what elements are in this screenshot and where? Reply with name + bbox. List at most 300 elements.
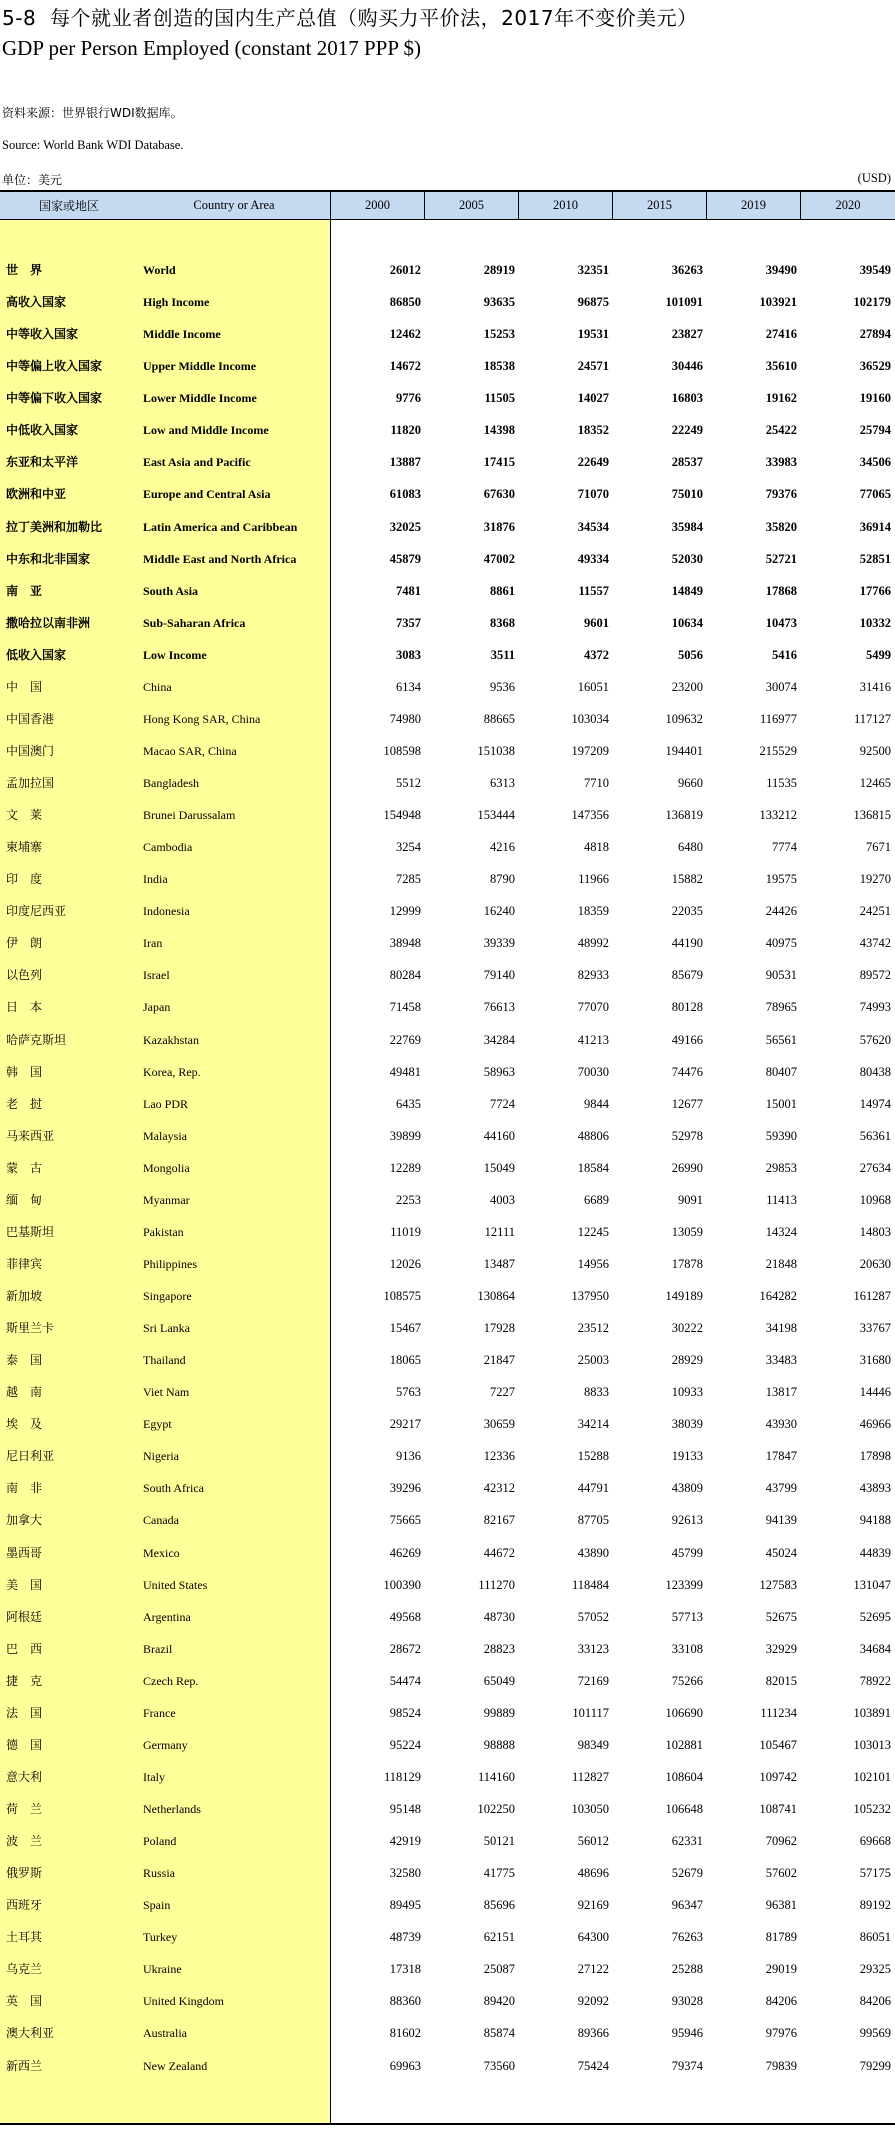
table-row <box>0 767 895 799</box>
value-cell: 5512 <box>396 776 421 790</box>
country-name-en: Sri Lanka <box>143 1321 190 1336</box>
value-cell: 8861 <box>490 583 515 598</box>
table-row <box>0 446 895 478</box>
table-row <box>0 1889 895 1921</box>
table-row <box>0 1216 895 1248</box>
value-cell: 79839 <box>765 2058 797 2073</box>
country-name-cn: 意大利 <box>6 1769 43 1784</box>
value-cell: 17766 <box>859 583 891 598</box>
value-cell: 44839 <box>859 1545 891 1560</box>
country-name-cn: 拉丁美洲和加勒比 <box>6 519 103 534</box>
country-name-cn: 文 莱 <box>6 808 43 823</box>
value-cell: 25003 <box>577 1353 609 1368</box>
country-name-cn: 欧洲和中亚 <box>6 487 67 502</box>
country-name-cn: 尼日利亚 <box>6 1449 55 1464</box>
value-cell: 12336 <box>483 1449 515 1464</box>
value-cell: 6689 <box>584 1192 609 1207</box>
country-name-en: Japan <box>143 1000 171 1015</box>
value-cell: 62151 <box>483 1930 515 1945</box>
header-country-en: Country or Area <box>138 192 331 219</box>
value-cell: 38039 <box>671 1417 703 1432</box>
value-cell: 14672 <box>389 359 421 374</box>
value-cell: 58963 <box>483 1064 515 1079</box>
value-cell: 69963 <box>389 2058 421 2073</box>
value-cell: 34684 <box>859 1641 891 1656</box>
country-name-cn: 缅 甸 <box>6 1192 43 1207</box>
country-name-cn: 中国香港 <box>6 711 55 726</box>
table-row <box>0 1408 895 1440</box>
country-name-en: Pakistan <box>143 1224 184 1239</box>
value-cell: 108575 <box>383 1289 421 1303</box>
country-name-en: Egypt <box>143 1417 172 1432</box>
value-cell: 154948 <box>383 808 421 823</box>
table-row <box>0 1312 895 1344</box>
table-row <box>0 1953 895 1985</box>
value-cell: 9601 <box>584 615 609 630</box>
header-year: 2010 <box>519 192 613 219</box>
country-name-cn: 中国澳门 <box>6 743 55 758</box>
value-cell: 52675 <box>765 1609 797 1624</box>
value-cell: 106690 <box>665 1705 703 1720</box>
value-cell: 13817 <box>765 1385 797 1400</box>
country-name-en: Italy <box>143 1769 165 1784</box>
table-row <box>0 1024 895 1056</box>
value-cell: 194401 <box>665 743 703 758</box>
value-cell: 18352 <box>577 423 609 438</box>
country-name-en: Indonesia <box>143 904 190 919</box>
table-row <box>0 1344 895 1376</box>
value-cell: 82933 <box>577 968 609 983</box>
value-cell: 57602 <box>765 1866 797 1881</box>
value-cell: 44160 <box>483 1128 515 1143</box>
value-cell: 75424 <box>577 2058 609 2073</box>
value-cell: 27634 <box>859 1160 891 1175</box>
value-cell: 103034 <box>571 711 609 726</box>
country-name-en: United States <box>143 1577 208 1592</box>
value-cell: 7671 <box>866 840 891 855</box>
country-name-cn: 埃 及 <box>6 1417 43 1432</box>
value-cell: 18359 <box>577 904 609 919</box>
value-cell: 70030 <box>577 1064 609 1079</box>
value-cell: 5763 <box>396 1385 421 1400</box>
value-cell: 17878 <box>671 1256 703 1271</box>
value-cell: 137950 <box>571 1289 609 1303</box>
value-cell: 16803 <box>671 391 703 406</box>
value-cell: 13887 <box>389 455 421 470</box>
value-cell: 46966 <box>859 1417 891 1432</box>
value-cell: 118484 <box>571 1577 609 1592</box>
value-cell: 17318 <box>389 1962 421 1977</box>
value-cell: 136815 <box>853 808 891 823</box>
table-row <box>0 703 895 735</box>
value-cell: 102101 <box>853 1769 891 1784</box>
country-name-en: Macao SAR, China <box>143 743 237 758</box>
value-cell: 16051 <box>577 679 609 694</box>
table-row <box>0 863 895 895</box>
country-name-cn: 巴 西 <box>6 1641 43 1656</box>
header-year: 2020 <box>835 198 861 212</box>
table-row <box>0 1152 895 1184</box>
value-cell: 34534 <box>577 519 609 534</box>
value-cell: 6313 <box>490 776 515 790</box>
country-name-en: Poland <box>143 1834 177 1849</box>
country-name-cn: 世 界 <box>6 263 43 277</box>
value-cell: 31680 <box>859 1353 891 1368</box>
value-cell: 14803 <box>859 1224 891 1239</box>
value-cell: 30659 <box>483 1417 515 1432</box>
value-cell: 105467 <box>759 1737 797 1752</box>
value-cell: 43893 <box>859 1481 891 1496</box>
country-name-en: Canada <box>143 1513 179 1528</box>
country-name-en: Netherlands <box>143 1802 201 1816</box>
value-cell: 72169 <box>577 1673 609 1688</box>
unit-label-en: (USD) <box>857 171 891 185</box>
value-cell: 4372 <box>584 647 609 662</box>
value-cell: 79374 <box>671 2058 703 2073</box>
value-cell: 78965 <box>765 1000 797 1015</box>
value-cell: 12462 <box>389 327 421 342</box>
header-year: 2019 <box>707 192 801 219</box>
value-cell: 92169 <box>577 1898 609 1913</box>
value-cell: 29853 <box>765 1160 797 1175</box>
value-cell: 109632 <box>665 711 703 726</box>
country-name-cn: 日 本 <box>6 1000 43 1015</box>
value-cell: 44190 <box>671 936 703 951</box>
country-name-en: Low Income <box>143 647 207 662</box>
value-cell: 15882 <box>671 872 703 887</box>
value-cell: 133212 <box>759 808 797 823</box>
country-name-cn: 加拿大 <box>6 1513 43 1528</box>
value-cell: 15001 <box>765 1096 797 1111</box>
country-name-en: Ukraine <box>143 1962 182 1977</box>
value-cell: 80407 <box>765 1064 797 1079</box>
value-cell: 31416 <box>859 679 891 694</box>
table-row <box>0 382 895 414</box>
country-name-en: Kazakhstan <box>143 1032 199 1047</box>
value-cell: 3511 <box>490 647 515 662</box>
value-cell: 41213 <box>577 1032 609 1047</box>
value-cell: 10634 <box>671 615 703 630</box>
country-name-en: Lower Middle Income <box>143 391 257 406</box>
country-name-cn: 伊 朗 <box>6 936 43 951</box>
value-cell: 73560 <box>483 2058 515 2073</box>
unit-label-cn: 单位：美元 <box>2 173 63 187</box>
value-cell: 6480 <box>678 840 703 855</box>
value-cell: 36529 <box>859 359 891 374</box>
value-cell: 14398 <box>483 423 515 438</box>
value-cell: 13487 <box>483 1256 515 1271</box>
value-cell: 89366 <box>577 2026 609 2041</box>
value-cell: 85679 <box>671 968 703 983</box>
table-row <box>0 959 895 991</box>
value-cell: 3254 <box>396 840 421 855</box>
table-row <box>0 895 895 927</box>
value-cell: 12999 <box>389 904 421 919</box>
country-name-en: Myanmar <box>143 1192 190 1207</box>
value-cell: 33108 <box>671 1641 703 1656</box>
value-cell: 49481 <box>389 1064 421 1079</box>
value-cell: 27416 <box>765 327 797 342</box>
country-name-cn: 墨西哥 <box>6 1545 43 1560</box>
value-cell: 24571 <box>577 359 609 374</box>
value-cell: 15467 <box>389 1321 421 1336</box>
country-name-cn: 撒哈拉以南非洲 <box>6 615 91 630</box>
value-cell: 25288 <box>671 1962 703 1977</box>
value-cell: 28672 <box>389 1641 421 1656</box>
country-name-en: Thailand <box>143 1353 186 1368</box>
value-cell: 71070 <box>577 487 609 502</box>
value-cell: 97976 <box>765 2026 797 2041</box>
value-cell: 71458 <box>389 1000 421 1015</box>
value-cell: 88665 <box>483 711 515 726</box>
table-row <box>0 1504 895 1536</box>
value-cell: 10473 <box>765 615 797 630</box>
country-name-cn: 越 南 <box>6 1385 43 1400</box>
value-cell: 116977 <box>759 711 797 726</box>
value-cell: 88360 <box>389 1994 421 2009</box>
country-name-en: World <box>143 263 176 277</box>
value-cell: 84206 <box>765 1994 797 2009</box>
country-name-en: Brunei Darussalam <box>143 808 236 823</box>
value-cell: 89572 <box>859 968 891 983</box>
value-cell: 36914 <box>859 519 891 534</box>
value-cell: 45799 <box>671 1545 703 1560</box>
value-cell: 39549 <box>859 263 891 277</box>
value-cell: 43930 <box>765 1417 797 1432</box>
value-cell: 10968 <box>859 1192 891 1207</box>
value-cell: 39296 <box>389 1481 421 1496</box>
value-cell: 78922 <box>859 1673 891 1688</box>
value-cell: 32929 <box>765 1641 797 1656</box>
value-cell: 34214 <box>577 1417 609 1432</box>
value-cell: 7357 <box>396 615 421 630</box>
value-cell: 92092 <box>577 1994 609 2009</box>
country-name-cn: 中低收入国家 <box>6 423 79 438</box>
value-cell: 103921 <box>759 295 797 310</box>
table-row <box>0 1184 895 1216</box>
value-cell: 56361 <box>859 1128 891 1143</box>
value-cell: 84206 <box>859 1994 891 2009</box>
value-cell: 19162 <box>765 391 797 406</box>
value-cell: 77065 <box>859 487 891 502</box>
value-cell: 161287 <box>853 1289 891 1303</box>
value-cell: 42919 <box>389 1834 421 1849</box>
country-name-en: Mongolia <box>143 1160 190 1175</box>
value-cell: 96381 <box>765 1898 797 1913</box>
value-cell: 22249 <box>671 423 703 438</box>
value-cell: 101091 <box>665 295 703 310</box>
table-row <box>0 575 895 607</box>
value-cell: 15288 <box>577 1449 609 1464</box>
value-cell: 87705 <box>577 1513 609 1528</box>
country-name-en: Cambodia <box>143 840 193 855</box>
value-cell: 61083 <box>389 487 421 502</box>
value-cell: 25087 <box>483 1962 515 1977</box>
value-cell: 48806 <box>577 1128 609 1143</box>
country-name-en: Mexico <box>143 1545 180 1560</box>
country-name-cn: 美 国 <box>6 1577 43 1592</box>
table-row <box>0 1601 895 1633</box>
value-cell: 111234 <box>760 1705 797 1720</box>
country-name-cn: 印度尼西亚 <box>6 904 67 919</box>
table-body <box>0 254 895 2082</box>
country-name-cn: 高收入国家 <box>6 295 67 310</box>
value-cell: 52978 <box>671 1128 703 1143</box>
value-cell: 11535 <box>766 776 797 790</box>
value-cell: 79140 <box>483 968 515 983</box>
country-name-cn: 中等收入国家 <box>6 327 79 342</box>
value-cell: 215529 <box>759 743 797 758</box>
value-cell: 151038 <box>477 743 515 758</box>
table-row <box>0 1697 895 1729</box>
table-row <box>0 1825 895 1857</box>
value-cell: 131047 <box>853 1577 891 1592</box>
country-name-cn: 新西兰 <box>6 2058 43 2073</box>
table-number: 5-8 <box>2 6 37 30</box>
country-name-cn: 土耳其 <box>6 1930 43 1945</box>
country-name-en: Sub-Saharan Africa <box>143 615 246 630</box>
table-row <box>0 1440 895 1472</box>
value-cell: 35610 <box>765 359 797 374</box>
table-row <box>0 831 895 863</box>
table-row <box>0 2017 895 2049</box>
country-name-en: Brazil <box>143 1641 173 1656</box>
value-cell: 4216 <box>490 840 515 855</box>
country-name-en: Low and Middle Income <box>143 423 269 438</box>
value-cell: 108741 <box>759 1802 797 1816</box>
value-cell: 12465 <box>859 776 891 790</box>
country-name-cn: 阿根廷 <box>6 1609 43 1624</box>
value-cell: 18538 <box>483 359 515 374</box>
value-cell: 33983 <box>765 455 797 470</box>
value-cell: 94139 <box>765 1513 797 1528</box>
value-cell: 28537 <box>671 455 703 470</box>
country-name-en: Middle East and North Africa <box>143 551 297 566</box>
table-row <box>0 671 895 703</box>
country-name-cn: 韩 国 <box>6 1064 43 1079</box>
value-cell: 9660 <box>678 776 703 790</box>
value-cell: 14956 <box>577 1256 609 1271</box>
source-note-en: Source: World Bank WDI Database. <box>2 138 184 152</box>
value-cell: 22649 <box>577 455 609 470</box>
value-cell: 23827 <box>671 327 703 342</box>
value-cell: 98888 <box>483 1737 515 1752</box>
value-cell: 17415 <box>483 455 515 470</box>
value-cell: 19270 <box>859 872 891 887</box>
value-cell: 123399 <box>665 1577 703 1592</box>
country-name-cn: 澳大利亚 <box>6 2026 55 2041</box>
value-cell: 11557 <box>578 583 609 598</box>
value-cell: 43742 <box>859 936 891 951</box>
country-name-en: Germany <box>143 1737 188 1752</box>
value-cell: 7227 <box>490 1385 515 1400</box>
value-cell: 22035 <box>671 904 703 919</box>
country-name-cn: 泰 国 <box>6 1353 43 1368</box>
value-cell: 35984 <box>671 519 703 534</box>
value-cell: 70962 <box>765 1834 797 1849</box>
value-cell: 38948 <box>389 936 421 951</box>
value-cell: 28929 <box>671 1353 703 1368</box>
country-name-cn: 乌克兰 <box>6 1962 43 1977</box>
value-cell: 17898 <box>859 1449 891 1464</box>
country-name-en: Argentina <box>143 1609 191 1624</box>
value-cell: 108598 <box>383 743 421 758</box>
country-name-en: Latin America and Caribbean <box>143 519 298 534</box>
value-cell: 153444 <box>477 808 515 823</box>
value-cell: 21848 <box>765 1256 797 1271</box>
value-cell: 8368 <box>490 615 515 630</box>
value-cell: 30222 <box>671 1321 703 1336</box>
value-cell: 13059 <box>671 1224 703 1239</box>
value-cell: 32351 <box>577 263 609 277</box>
value-cell: 99889 <box>483 1705 515 1720</box>
country-name-en: Iran <box>143 936 163 951</box>
country-name-cn: 南 亚 <box>6 583 43 598</box>
value-cell: 9091 <box>678 1192 703 1207</box>
value-cell: 100390 <box>383 1577 421 1592</box>
country-name-cn: 英 国 <box>6 1994 43 2009</box>
value-cell: 76613 <box>483 1000 515 1015</box>
value-cell: 17928 <box>483 1321 515 1336</box>
table-row <box>0 735 895 767</box>
value-cell: 14974 <box>859 1096 891 1111</box>
value-cell: 80438 <box>859 1064 891 1079</box>
table-header <box>0 192 895 220</box>
value-cell: 98349 <box>577 1737 609 1752</box>
value-cell: 23200 <box>671 679 703 694</box>
title-cn-text: 每个就业者创造的国内生产总值（购买力平价法，2017年不变价美元） <box>50 6 698 30</box>
value-cell: 75010 <box>671 487 703 502</box>
value-cell: 47002 <box>483 551 515 566</box>
country-name-en: Upper Middle Income <box>143 359 257 374</box>
value-cell: 36263 <box>671 263 703 277</box>
country-name-en: Israel <box>143 968 170 983</box>
value-cell: 35820 <box>765 519 797 534</box>
value-cell: 52030 <box>671 551 703 566</box>
country-name-en: Europe and Central Asia <box>143 487 271 502</box>
value-cell: 5499 <box>866 647 891 662</box>
value-cell: 105232 <box>853 1802 891 1816</box>
value-cell: 96875 <box>577 295 609 310</box>
country-name-cn: 德 国 <box>6 1737 43 1752</box>
country-name-cn: 以色列 <box>6 968 43 983</box>
table-row <box>0 543 895 575</box>
value-cell: 11505 <box>484 391 515 406</box>
value-cell: 114160 <box>477 1769 515 1784</box>
value-cell: 81602 <box>389 2026 421 2041</box>
value-cell: 19575 <box>765 872 797 887</box>
table-row <box>0 639 895 671</box>
value-cell: 9536 <box>490 679 515 694</box>
value-cell: 101117 <box>572 1705 609 1720</box>
country-name-cn: 西班牙 <box>6 1898 43 1913</box>
table-row <box>0 1376 895 1408</box>
table-row <box>0 927 895 959</box>
value-cell: 57713 <box>671 1609 703 1624</box>
value-cell: 12026 <box>389 1256 421 1271</box>
value-cell: 10332 <box>859 615 891 630</box>
country-name-en: Philippines <box>143 1256 198 1271</box>
value-cell: 22769 <box>389 1032 421 1047</box>
value-cell: 26012 <box>389 263 421 277</box>
value-cell: 74980 <box>389 711 421 726</box>
value-cell: 12677 <box>671 1096 703 1111</box>
country-name-cn: 蒙 古 <box>6 1160 43 1175</box>
value-cell: 93635 <box>483 295 515 310</box>
table-row <box>0 1793 895 1825</box>
country-name-cn: 新加坡 <box>6 1289 43 1303</box>
table-row <box>0 1857 895 1889</box>
